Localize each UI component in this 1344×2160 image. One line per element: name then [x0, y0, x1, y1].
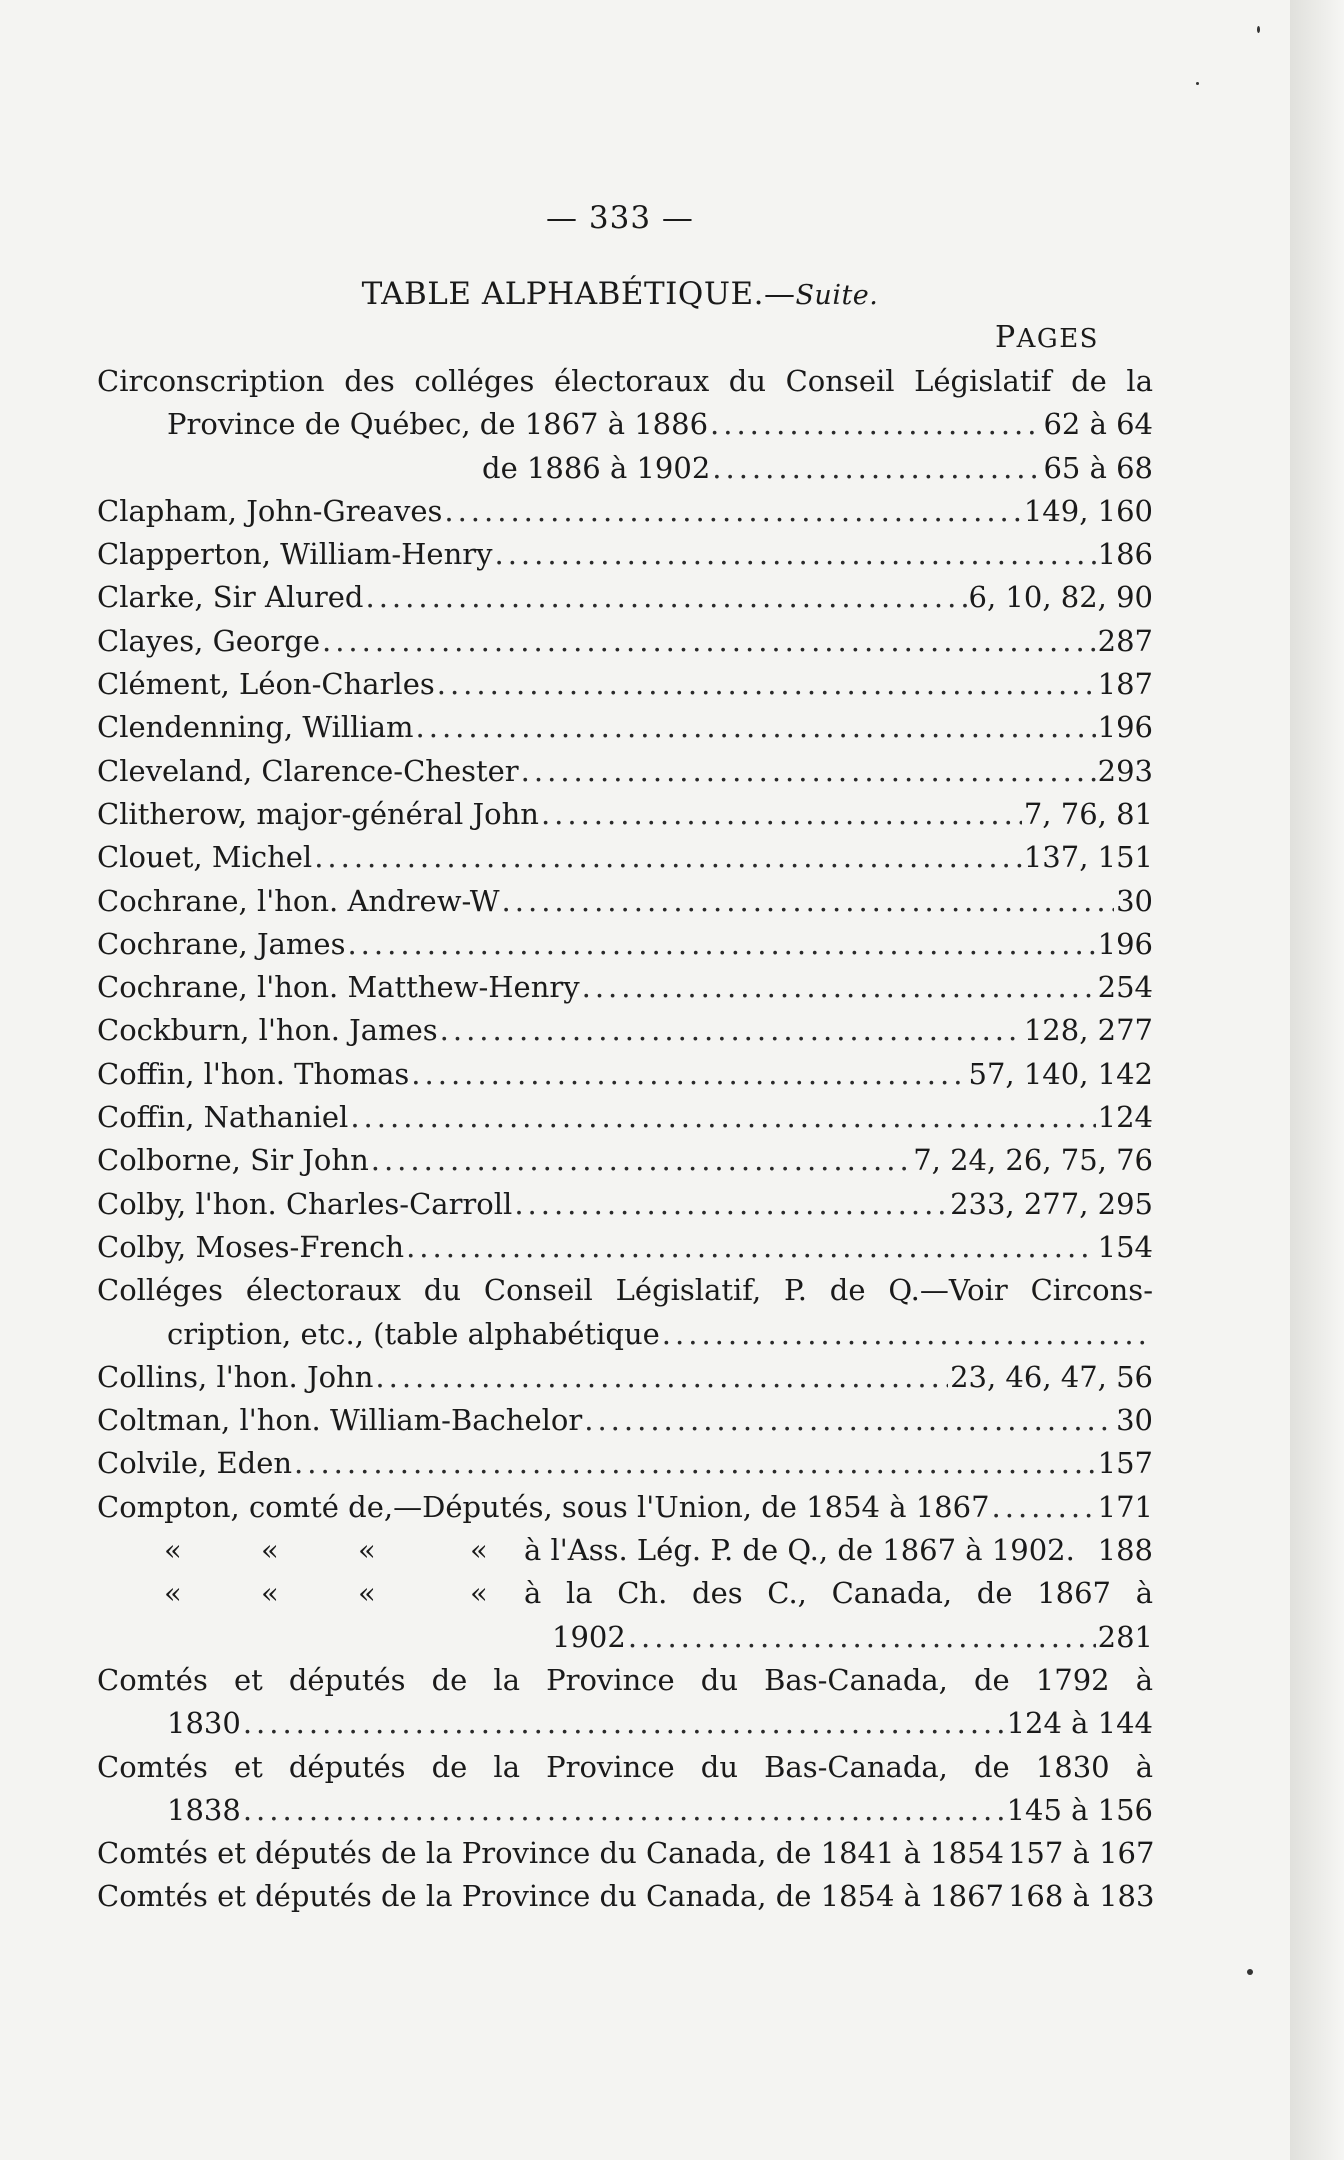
page-ref: 157 à 167	[1007, 1836, 1155, 1871]
dot-leader	[521, 750, 1096, 793]
dot-leader	[710, 403, 1041, 446]
page-number: — 333 —	[546, 200, 694, 236]
entry-name: Clapperton, William-Henry	[97, 537, 493, 572]
entry-name: Clitherow, major-général John	[97, 796, 539, 831]
dot-leader	[411, 1053, 966, 1096]
entry-name: Coffin, l'hon. Thomas	[97, 1056, 410, 1091]
page-ref: 187	[1097, 667, 1153, 702]
entry-name: Compton, comté de,—Députés, sous l'Union, de 1854 à 1867	[97, 1489, 990, 1524]
entry-line	[97, 1572, 1153, 1615]
page-ref: 137, 151	[1023, 840, 1153, 875]
page-ref: 30	[1116, 883, 1153, 918]
index-entry	[97, 1183, 1153, 1226]
pages-column-header	[995, 320, 1099, 355]
index-entry	[97, 1572, 1153, 1659]
entry-name: Clément, Léon-Charles	[97, 667, 435, 702]
index-entry	[97, 1529, 1153, 1572]
entry-line	[97, 1702, 1153, 1745]
entry-text: de 1886 à 1902	[482, 450, 711, 485]
entry-text: 1830	[167, 1706, 241, 1741]
entry-name: Cockburn, l'hon. James	[97, 1013, 438, 1048]
ditto-mark: «	[358, 1533, 376, 1568]
entry-name: Cochrane, l'hon. Matthew-Henry	[97, 970, 580, 1005]
index-entry	[97, 706, 1153, 749]
ditto-marks	[97, 1572, 524, 1615]
page-ref: 7, 76, 81	[1023, 796, 1153, 831]
index-entry	[97, 793, 1153, 836]
index-entry	[97, 533, 1153, 576]
scan-speck	[1257, 26, 1260, 33]
index-entry	[97, 750, 1153, 793]
dot-leader	[406, 1226, 1096, 1269]
ditto-marks	[97, 1529, 524, 1572]
entry-name: Colvile, Eden	[97, 1446, 293, 1481]
page-ref: 196	[1097, 710, 1153, 745]
entry-name: Clapham, John-Greaves	[97, 493, 443, 528]
ditto-mark: «	[261, 1533, 279, 1568]
page-ref: 293	[1097, 753, 1153, 788]
index-entry	[97, 663, 1153, 706]
scan-speck	[1247, 1969, 1253, 1975]
entry-name: Comtés et députés de la Province du Canada, de 1841 à 1854	[97, 1836, 1004, 1871]
entry-line	[97, 1313, 1153, 1356]
page-ref: 124 à 144	[1006, 1706, 1153, 1741]
dot-leader	[366, 576, 967, 619]
page-ref: 254	[1097, 970, 1153, 1005]
entry-name: Cochrane, l'hon. Andrew-W	[97, 883, 500, 918]
index-entries	[97, 360, 1153, 1919]
dot-leader	[541, 793, 1022, 836]
ditto-mark: «	[470, 1533, 488, 1568]
entry-name: Cleveland, Clarence-Chester	[97, 753, 519, 788]
dot-leader	[416, 706, 1096, 749]
page-ref: 7, 24, 26, 75, 76	[913, 1143, 1153, 1178]
entry-text: 1838	[167, 1792, 241, 1827]
entry-text: à l'Ass. Lég. P. de Q., de 1867 à 1902.	[524, 1533, 1075, 1568]
index-entry	[97, 1399, 1153, 1442]
dot-leader	[662, 1313, 1151, 1356]
index-entry	[97, 966, 1153, 1009]
page-heading	[0, 276, 1240, 312]
heading-title: TABLE ALPHABÉTIQUE.—	[361, 276, 796, 312]
index-entry	[97, 490, 1153, 533]
entry-name: Comtés et députés de la Province du Canada, de 1854 à 1867	[97, 1879, 1004, 1914]
page-ref: 145 à 156	[1006, 1792, 1153, 1827]
index-entry	[97, 1746, 1153, 1833]
ditto-mark: «	[164, 1533, 182, 1568]
entry-text: Colléges électoraux du Conseil Législatif, P. de Q.—Voir Circons-	[97, 1273, 1153, 1308]
page-ref: 30	[1116, 1403, 1153, 1438]
dot-leader	[437, 663, 1096, 706]
page-ref: 281	[1097, 1619, 1153, 1654]
dot-leader	[444, 490, 1021, 533]
entry-name: Clayes, George	[97, 623, 320, 658]
page-ref: 188	[1097, 1533, 1153, 1568]
page-ref: 128, 277	[1023, 1013, 1153, 1048]
page-ref: 23, 46, 47, 56	[950, 1359, 1153, 1394]
ditto-mark: «	[164, 1576, 182, 1611]
page-ref: 196	[1097, 926, 1153, 961]
entry-text: à la Ch. des C., Canada, de 1867 à	[524, 1576, 1153, 1611]
dot-leader	[582, 966, 1096, 1009]
page-ref: 57, 140, 142	[968, 1056, 1153, 1091]
dot-leader	[712, 447, 1041, 490]
index-entry	[97, 1442, 1153, 1485]
entry-name: Colby, l'hon. Charles-Carroll	[97, 1186, 513, 1221]
entry-line	[97, 403, 1153, 446]
entry-text: Province de Québec, de 1867 à 1886	[167, 407, 709, 442]
index-entry	[97, 1053, 1153, 1096]
entry-text: 1902	[552, 1619, 626, 1654]
ditto-mark: «	[358, 1576, 376, 1611]
dot-leader	[584, 1399, 1114, 1442]
index-entry	[97, 620, 1153, 663]
dot-leader	[514, 1183, 948, 1226]
dot-leader	[375, 1356, 948, 1399]
ditto-mark: «	[470, 1576, 488, 1611]
scan-speck	[1196, 82, 1199, 85]
dot-leader	[628, 1616, 1096, 1659]
dot-leader	[495, 533, 1096, 576]
entry-name: Clendenning, William	[97, 710, 414, 745]
entry-text: Circonscription des colléges électoraux du Conseil Législatif de la	[97, 364, 1153, 398]
index-entry	[97, 836, 1153, 879]
index-entry	[97, 1269, 1153, 1356]
index-entry	[97, 360, 1153, 490]
index-entry	[97, 1009, 1153, 1052]
dot-leader	[322, 620, 1096, 663]
dot-leader	[243, 1789, 1005, 1832]
page-ref: 149, 160	[1023, 493, 1153, 528]
pages-header-rest: AGES	[1016, 324, 1099, 354]
index-entry	[97, 923, 1153, 966]
page-ref: 65 à 68	[1043, 450, 1153, 485]
index-entry	[97, 1875, 1153, 1918]
dot-leader	[371, 1139, 911, 1182]
entry-name: Clarke, Sir Alured	[97, 580, 364, 615]
entry-name: Coltman, l'hon. William-Bachelor	[97, 1403, 583, 1438]
page-ref: 6, 10, 82, 90	[968, 580, 1153, 615]
page-ref: 62 à 64	[1043, 407, 1153, 442]
page-ref: 154	[1097, 1229, 1153, 1264]
dot-leader	[294, 1442, 1096, 1485]
entry-name: Colborne, Sir John	[97, 1143, 369, 1178]
pages-header-initial: P	[994, 320, 1017, 355]
index-entry	[97, 880, 1153, 923]
ditto-mark: «	[261, 1576, 279, 1611]
index-entry	[97, 576, 1153, 619]
entry-text: Comtés et députés de la Province du Bas-Canada, de 1792 à	[97, 1662, 1153, 1697]
entry-text: cription, etc., (table alphabétique	[167, 1316, 660, 1351]
page-ref: 124	[1097, 1100, 1153, 1135]
dot-leader	[314, 836, 1022, 879]
page-ref: 157	[1097, 1446, 1153, 1481]
index-entry	[97, 1659, 1153, 1746]
dot-leader	[502, 880, 1115, 923]
entry-line	[97, 1616, 1153, 1659]
entry-name: Collins, l'hon. John	[97, 1359, 374, 1394]
dot-leader	[350, 1096, 1095, 1139]
page-ref: 186	[1097, 537, 1153, 572]
entry-line	[97, 447, 1153, 490]
entry-name: Colby, Moses-French	[97, 1229, 405, 1264]
index-entry	[97, 1486, 1153, 1529]
page-edge	[1290, 0, 1344, 2160]
index-entry	[97, 1832, 1153, 1875]
entry-name: Clouet, Michel	[97, 840, 313, 875]
index-entry	[97, 1139, 1153, 1182]
index-entry	[97, 1226, 1153, 1269]
entry-name: Cochrane, James	[97, 926, 346, 961]
dot-leader	[440, 1009, 1022, 1052]
entry-name: Coffin, Nathaniel	[97, 1100, 349, 1135]
index-entry	[97, 1096, 1153, 1139]
index-entry	[97, 1356, 1153, 1399]
dot-leader	[992, 1486, 1096, 1529]
dot-leader	[243, 1702, 1005, 1745]
entry-line	[97, 1789, 1153, 1832]
entry-text: Comtés et députés de la Province du Bas-Canada, de 1830 à	[97, 1749, 1153, 1784]
page-ref: 171	[1097, 1489, 1153, 1524]
dot-leader	[347, 923, 1095, 966]
page-ref: 233, 277, 295	[950, 1186, 1153, 1221]
page-ref: 287	[1097, 623, 1153, 658]
heading-suffix: Suite.	[795, 280, 879, 311]
page-ref: 168 à 183	[1007, 1879, 1155, 1914]
